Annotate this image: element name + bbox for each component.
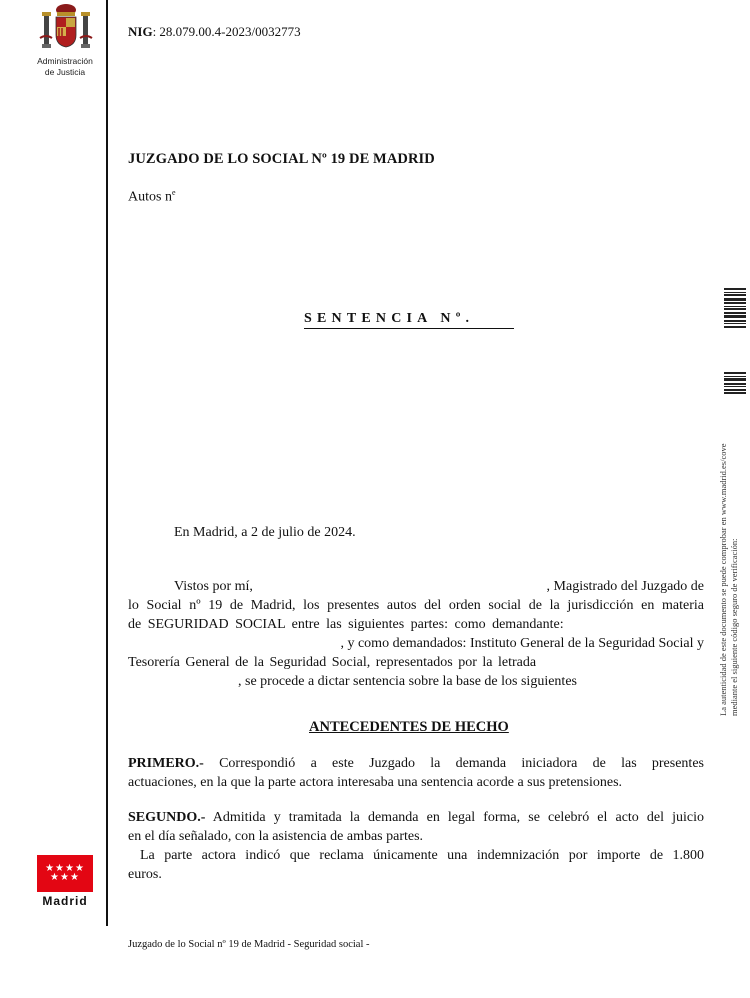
intro-line-5 [128, 653, 704, 672]
segundo-line-1 [128, 808, 704, 827]
segundo-text-1: Admitida y tramitada la demanda en legal forma, se celebró el acto del juicio [212, 810, 704, 825]
footer-text: Juzgado de lo Social nº 19 de Madrid - Seguridad social - [128, 939, 370, 950]
madrid-flag-icon: ★★★★ ★★★ [37, 855, 93, 892]
intro-text-procede: , se procede a dictar sentencia sobre la base de los siguientes [238, 674, 577, 689]
primero-line-2: actuaciones, en la que la parte actora interesaba una sentencia acorde a sus pretensiones. [128, 775, 623, 790]
madrid-label: Madrid [42, 894, 88, 908]
intro-paragraph [128, 577, 704, 691]
intro-text-demandante: de SEGURIDAD SOCIAL entre las siguientes partes: como demandante: [128, 617, 564, 632]
date-line: En Madrid, a 2 de julio de 2024. [174, 525, 356, 540]
segundo-line-3: La parte actora indicó que reclama únicamente una indemnización por importe de 1.800 [140, 848, 704, 863]
intro-text-tesoreria: Tesorería General de la Seguridad Social, representados por la letrada [128, 655, 537, 670]
primero-line-1 [128, 754, 704, 773]
verification-line-1: La autenticidad de este documento se puede comprobar en www.madrid.es/cove [718, 443, 728, 716]
logo-caption [22, 56, 108, 78]
segundo-line-2: en el día señalado, con la asistencia de ambas partes. [128, 829, 424, 844]
primero-label: PRIMERO.- [128, 756, 204, 771]
coat-of-arms-icon [34, 2, 98, 56]
intro-line-3 [128, 615, 704, 634]
primero-paragraph [128, 754, 704, 792]
autos-number [128, 188, 176, 206]
verification-notice [718, 406, 740, 716]
intro-text-magistrado: , Magistrado del Juzgado de [546, 579, 704, 594]
barcode-icon [724, 288, 746, 329]
segundo-line-4: euros. [128, 867, 162, 882]
nig-value: : 28.079.00.4-2023/0032773 [152, 24, 301, 39]
segundo-paragraph [128, 808, 704, 884]
verification-line-2: mediante el siguiente código seguro de verificación: [729, 538, 739, 716]
sentencia-title: SENTENCIA Nº. [304, 311, 514, 329]
autos-sup: e [171, 188, 176, 197]
intro-text-vistos: Vistos por mí, [174, 579, 253, 594]
intro-text-demandados: , y como demandados: Instituto General de la Seguridad Social y [340, 636, 704, 651]
intro-line-6 [128, 672, 704, 691]
section-heading: ANTECEDENTES DE HECHO [309, 719, 509, 735]
nig-label: NIG [128, 24, 153, 39]
logo-caption-line1: Administración [37, 56, 93, 66]
primero-text-1: Correspondió a este Juzgado la demanda iniciadora de las presentes [219, 756, 704, 771]
intro-line-4 [128, 634, 704, 653]
margin-rule [106, 0, 108, 926]
intro-line-2: lo Social nº 19 de Madrid, los presentes autos del orden social de la jurisdicción en materia [128, 598, 704, 613]
intro-line-1 [128, 577, 704, 596]
barcode-icon-2 [724, 372, 746, 396]
segundo-label: SEGUNDO.- [128, 810, 206, 825]
court-title: JUZGADO DE LO SOCIAL Nº 19 DE MADRID [128, 151, 435, 167]
logo-caption-line2: de Justicia [44, 67, 86, 77]
autos-label: Autos n [128, 189, 172, 205]
nig-reference [128, 24, 301, 40]
